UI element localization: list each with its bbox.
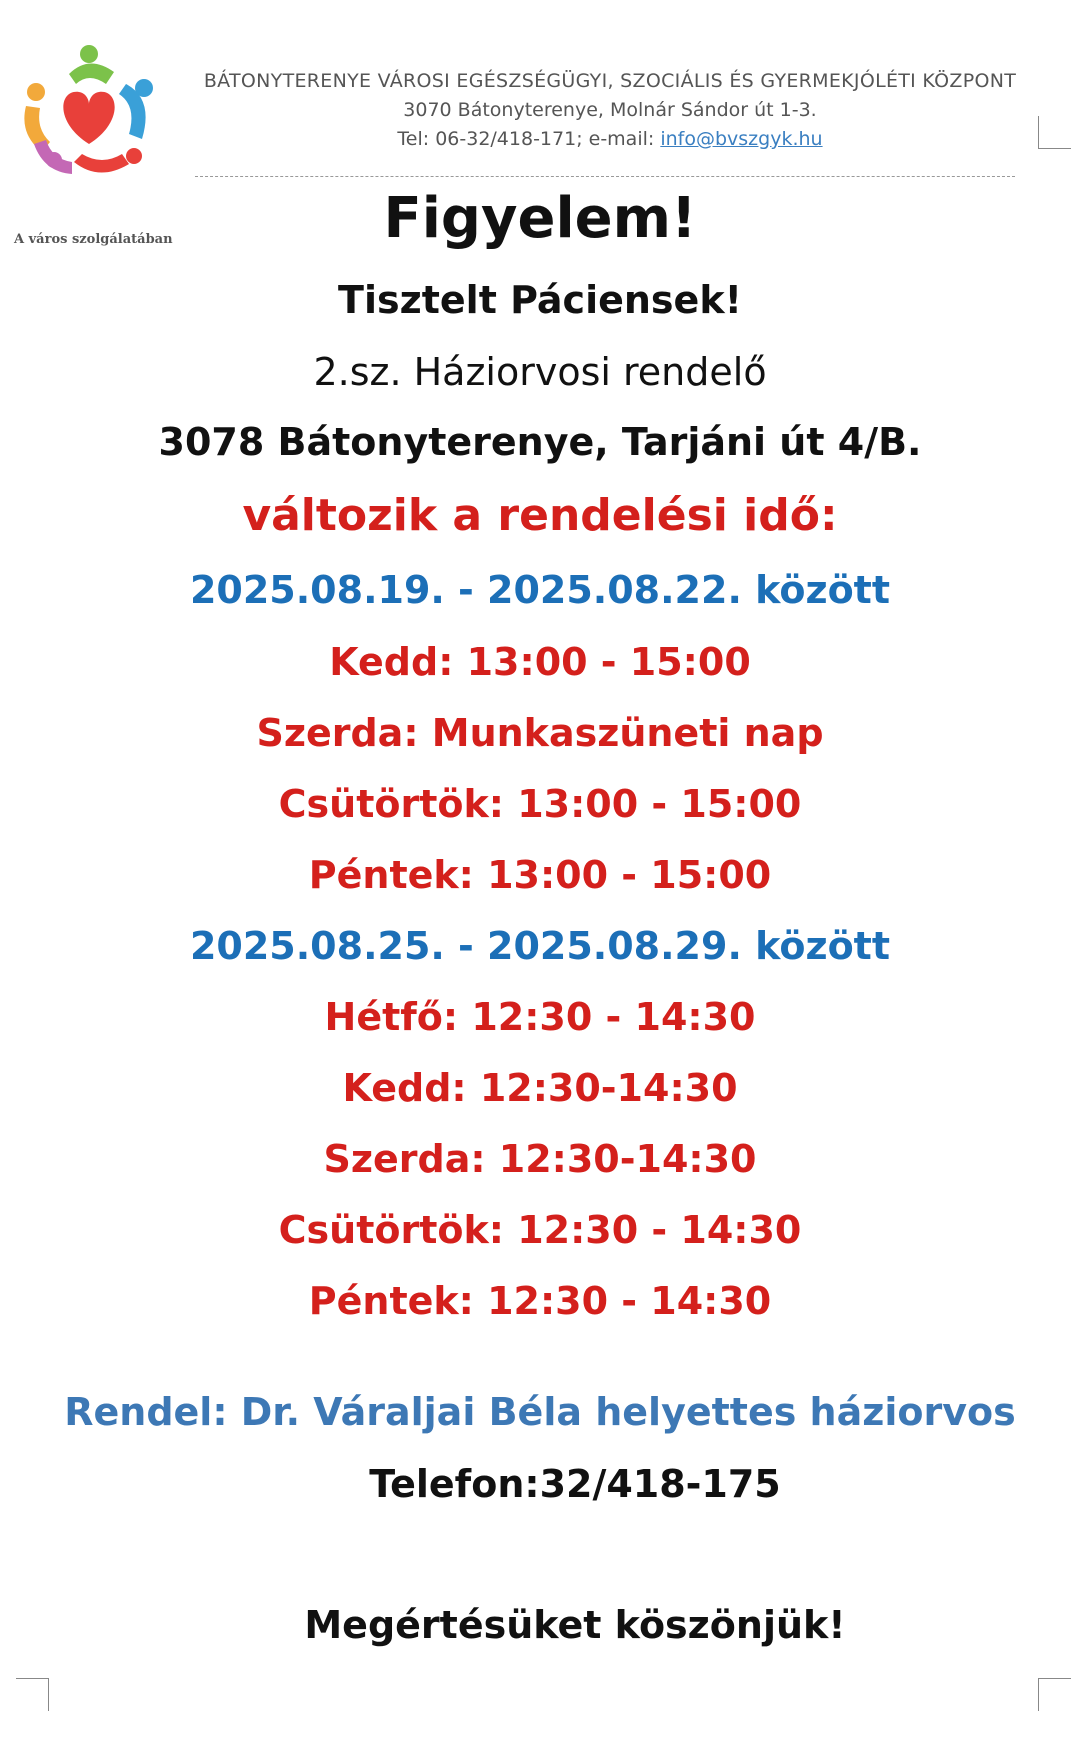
thanks-message: Megértésüket köszönjük! [304,1603,846,1647]
schedule-day: Szerda: Munkaszüneti nap [256,711,824,755]
corner-mark-bottom-left [16,1678,49,1711]
header-divider [195,176,1015,177]
organization-name: BÁTONYTERENYE VÁROSI EGÉSZSÉGÜGYI, SZOCIÁLIS ÉS GYERMEKJÓLÉTI KÖZPONT [203,70,1017,92]
phone-number: Telefon:32/418-175 [369,1462,781,1506]
schedule-day: Péntek: 12:30 - 14:30 [308,1279,772,1323]
greeting: Tisztelt Páciensek! [338,278,742,322]
period-range: 2025.08.19. - 2025.08.22. között [189,568,891,612]
organization-contact [195,128,1025,150]
schedule-day: Szerda: 12:30-14:30 [323,1137,757,1181]
corner-mark-bottom-right [1038,1678,1071,1711]
organization-address: 3070 Bátonyterenye, Molnár Sándor út 1-3. [403,99,817,121]
letterhead [195,70,1025,150]
notice-title: Figyelem! [383,186,697,251]
schedule-day: Kedd: 13:00 - 15:00 [329,640,751,684]
office-name: 2.sz. Háziorvosi rendelő [313,350,767,394]
people-heart-logo-icon [14,44,164,184]
schedule-day: Csütörtök: 12:30 - 14:30 [278,1208,802,1252]
schedule-day: Csütörtök: 13:00 - 15:00 [278,782,802,826]
corner-mark-top-right [1038,116,1071,149]
doctor-info: Rendel: Dr. Váraljai Béla helyettes háziorvos [64,1390,1016,1434]
period-range: 2025.08.25. - 2025.08.29. között [189,924,891,968]
email-link[interactable]: info@bvszgyk.hu [660,128,823,150]
contact-prefix: Tel: 06-32/418-171; e-mail: [397,128,661,150]
office-address: 3078 Bátonyterenye, Tarjáni út 4/B. [158,420,922,464]
schedule-day: Péntek: 13:00 - 15:00 [308,853,772,897]
change-heading: változik a rendelési idő: [242,490,838,541]
logo-caption: A város szolgálatában [14,232,173,247]
schedule-day: Kedd: 12:30-14:30 [342,1066,738,1110]
schedule-day: Hétfő: 12:30 - 14:30 [324,995,756,1039]
